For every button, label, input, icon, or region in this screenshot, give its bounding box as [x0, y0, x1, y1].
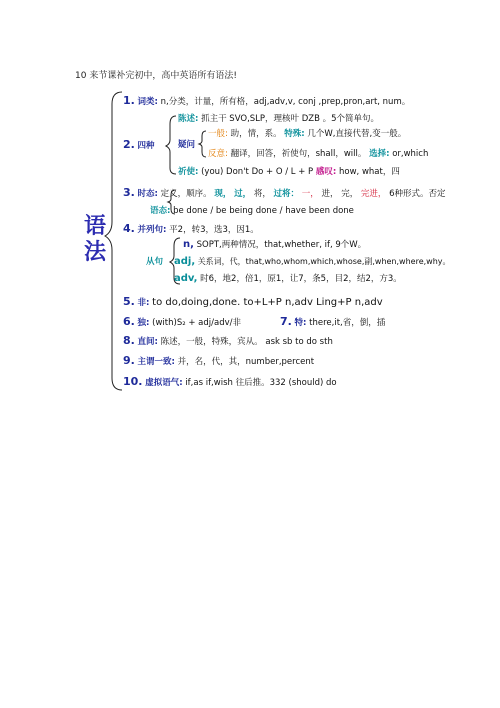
- imperative-label: 祈使:: [178, 167, 199, 177]
- section-compound-sentence: [123, 223, 259, 236]
- grammar-char-2: 法: [84, 239, 107, 265]
- section-content: 平2，转3，选3，因1。: [169, 225, 259, 235]
- section-number: 3.: [123, 186, 135, 199]
- page-caption: 10 来节课补完初中，高中英语所有语法!: [75, 71, 237, 81]
- adjective-clause-row: adj, 关系词，代，that,who,whom,which,whose,副,when,where,why。: [174, 256, 451, 267]
- noun-clause-row: n, SOPT,两种情况，that,whether, if, 9个W。: [183, 239, 367, 250]
- adverbial-clause-row: adv, 时6，地2，倍1，原1，让7，条5，目2，结2，方3。: [174, 273, 402, 284]
- special-question-label: 特殊:: [284, 129, 305, 139]
- interrogative-label: 疑问: [178, 140, 196, 150]
- section-number: 9.: [123, 354, 135, 367]
- section-special: [280, 316, 385, 329]
- section-number: 7.: [280, 315, 292, 328]
- section-number: 6.: [123, 315, 135, 328]
- voice-text: be done / be being done / have been done: [173, 206, 354, 216]
- section-number: 2.: [123, 138, 135, 151]
- tag-question-row: [208, 148, 428, 160]
- section-number: 10.: [123, 375, 143, 388]
- declarative-row: [178, 113, 379, 125]
- section-absolute: [123, 316, 241, 329]
- section-title: 主谓一致:: [137, 357, 175, 367]
- section-title: 四种: [137, 141, 155, 151]
- section-four-sentence-types: [123, 139, 155, 152]
- section-title: 虚拟语气:: [145, 378, 183, 388]
- section-title: 独:: [137, 318, 150, 328]
- section-content: if,as if,wish 往后推。332 (should) do: [185, 378, 337, 388]
- section-non-finite: [123, 296, 383, 309]
- section-title: 词类:: [137, 97, 158, 107]
- imperative-row: [178, 166, 400, 178]
- section-content: n,分类，计量，所有格，adj,adv,v, conj ,prep,pron,art, num。: [160, 97, 411, 107]
- tag-question-text: 翻译，回答，祈使句，shall，will。: [230, 149, 367, 159]
- section-content: 并，名，代，其，number,percent: [177, 357, 315, 367]
- section-title: 时态:: [137, 189, 158, 199]
- section-title: 非:: [137, 298, 150, 308]
- grammar-char-1: 语: [84, 213, 107, 239]
- section-number: 5.: [123, 295, 135, 308]
- section-content: there,it,省，倒，插: [309, 318, 386, 328]
- alternative-question-label: 选择:: [369, 149, 390, 159]
- section-number: 1.: [123, 94, 135, 107]
- section-word-classes: [123, 95, 410, 108]
- section-title: 直间:: [137, 337, 158, 347]
- declarative-label: 陈述:: [178, 114, 199, 124]
- section-title: 并列句:: [137, 225, 167, 235]
- general-question-label: 一般:: [208, 129, 228, 139]
- section-content: to do,doing,done. to+L+P n,adv Ling+P n,adv: [152, 297, 383, 308]
- alternative-question-text: or,which: [392, 149, 429, 159]
- section-content: 陈述，一般，特殊，宾从。 ask sb to do sth: [160, 337, 333, 347]
- section-tense: 3. 时态: 定义，顺序。 现， 过， 将， 过将： 一， 进， 完， 完进， 6种形式。否定: [123, 186, 446, 199]
- voice-row: [150, 205, 354, 217]
- declarative-text: 抓主干 SVO,SLP，理核叶 DZB 。5个简单句。: [201, 114, 380, 124]
- clause-label: 从句: [146, 257, 164, 267]
- imperative-text: (you) Don't Do + O / L + P: [201, 167, 314, 177]
- section-agreement: [123, 355, 314, 368]
- section-content: (with)S₂ + adj/adv/非: [152, 318, 241, 328]
- section-number: 4.: [123, 222, 135, 235]
- exclamatory-label: 感叹:: [315, 167, 337, 177]
- general-question-text: 助，情，系。: [230, 129, 282, 139]
- voice-label: 语态:: [150, 206, 171, 216]
- special-question-text: 几个W,直接代替,变一般。: [307, 129, 407, 139]
- section-direct-indirect: [123, 335, 333, 348]
- exclamatory-text: how, what，四: [339, 167, 400, 177]
- general-question-row: [208, 128, 406, 140]
- section-subjunctive: [123, 376, 337, 389]
- tag-question-label: 反意:: [208, 149, 228, 159]
- section-title: 特:: [294, 318, 307, 328]
- section-number: 8.: [123, 334, 135, 347]
